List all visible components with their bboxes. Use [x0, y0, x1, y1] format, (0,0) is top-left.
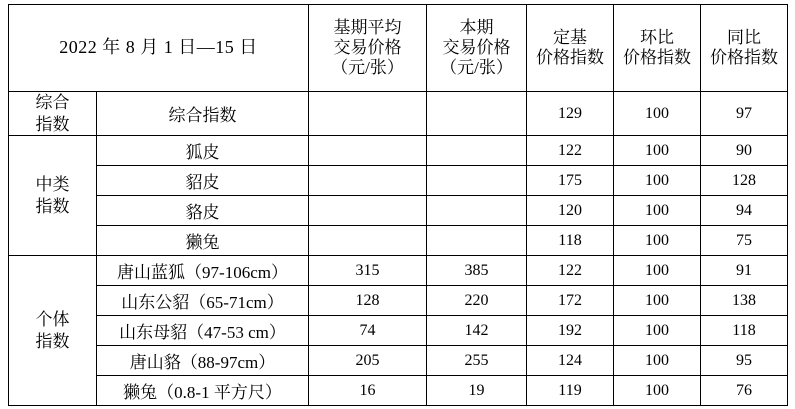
cell-chain-index: 100 [614, 196, 701, 226]
header-base-price-line1: 基期平均 [333, 17, 402, 37]
header-base-price-line3: （元/张） [331, 58, 404, 78]
table-row [9, 166, 788, 196]
cell-fixed-base-index: 118 [527, 226, 614, 256]
cell-fixed-base-index: 124 [527, 346, 614, 376]
cell-current-price [427, 226, 527, 256]
cell-base-price [309, 166, 427, 196]
cell-base-price: 315 [309, 256, 427, 286]
table-header [9, 5, 788, 92]
cell-base-price [309, 226, 427, 256]
price-index-table [8, 4, 788, 406]
header-yoy-index-line1: 同比 [727, 27, 761, 47]
cell-yoy-index: 97 [701, 92, 788, 136]
cell-base-price [309, 136, 427, 166]
cell-base-price: 205 [309, 346, 427, 376]
header-current-price-line3: （元/张） [440, 58, 513, 78]
cell-yoy-index: 90 [701, 136, 788, 166]
cell-yoy-index: 138 [701, 286, 788, 316]
header-fixed-base-index [527, 5, 614, 92]
cell-yoy-index: 128 [701, 166, 788, 196]
category-line2: 指数 [35, 196, 70, 216]
header-chain-index [614, 5, 701, 92]
cell-yoy-index: 118 [701, 316, 788, 346]
row-name: 唐山貉（88-97cm） [97, 346, 309, 376]
cell-yoy-index: 91 [701, 256, 788, 286]
cell-yoy-index: 95 [701, 346, 788, 376]
header-fixed-base-index-line1: 定基 [553, 27, 587, 47]
cell-chain-index: 100 [614, 256, 701, 286]
table-body [9, 92, 788, 406]
cell-yoy-index: 75 [701, 226, 788, 256]
cell-fixed-base-index: 172 [527, 286, 614, 316]
cell-fixed-base-index: 122 [527, 256, 614, 286]
cell-fixed-base-index: 192 [527, 316, 614, 346]
cell-current-price: 385 [427, 256, 527, 286]
cell-current-price [427, 166, 527, 196]
cell-current-price [427, 136, 527, 166]
cell-current-price: 255 [427, 346, 527, 376]
cell-chain-index: 100 [614, 136, 701, 166]
cell-current-price: 142 [427, 316, 527, 346]
table-row [9, 316, 788, 346]
table-row [9, 92, 788, 136]
header-fixed-base-index-line2: 价格指数 [536, 48, 604, 67]
table-row [9, 376, 788, 406]
category-cell-individual [9, 256, 97, 406]
header-period: 2022 年 8 月 1 日—15 日 [9, 5, 309, 92]
row-name: 狐皮 [97, 136, 309, 166]
category-line1: 中类 [35, 175, 70, 195]
header-current-price-line1: 本期 [459, 17, 494, 37]
table-row [9, 286, 788, 316]
category-line2: 指数 [35, 114, 70, 134]
cell-base-price [309, 92, 427, 136]
cell-current-price [427, 196, 527, 226]
cell-base-price: 16 [309, 376, 427, 406]
cell-chain-index: 100 [614, 316, 701, 346]
table-row [9, 196, 788, 226]
category-cell-composite [9, 92, 97, 136]
cell-current-price [427, 92, 527, 136]
header-base-price-line2: 交易价格 [333, 37, 402, 57]
cell-yoy-index: 94 [701, 196, 788, 226]
category-line1: 综合 [35, 93, 70, 113]
header-chain-index-line1: 环比 [640, 27, 674, 47]
cell-chain-index: 100 [614, 346, 701, 376]
row-name: 獭兔（0.8-1 平方尺） [97, 376, 309, 406]
cell-fixed-base-index: 120 [527, 196, 614, 226]
table-row [9, 136, 788, 166]
cell-fixed-base-index: 122 [527, 136, 614, 166]
row-name: 山东公貂（65-71cm） [97, 286, 309, 316]
header-yoy-index [701, 5, 788, 92]
table-row [9, 256, 788, 286]
row-name: 唐山蓝狐（97-106cm） [97, 256, 309, 286]
row-name: 貂皮 [97, 166, 309, 196]
cell-yoy-index: 76 [701, 376, 788, 406]
header-current-price-line2: 交易价格 [442, 37, 511, 57]
row-name: 獭兔 [97, 226, 309, 256]
cell-chain-index: 100 [614, 286, 701, 316]
header-base-price [309, 5, 427, 92]
cell-chain-index: 100 [614, 166, 701, 196]
cell-current-price: 220 [427, 286, 527, 316]
cell-base-price [309, 196, 427, 226]
category-cell-midclass [9, 136, 97, 256]
row-name: 综合指数 [97, 92, 309, 136]
cell-current-price: 19 [427, 376, 527, 406]
cell-fixed-base-index: 119 [527, 376, 614, 406]
table-row [9, 226, 788, 256]
cell-base-price: 128 [309, 286, 427, 316]
cell-chain-index: 100 [614, 226, 701, 256]
cell-chain-index: 100 [614, 376, 701, 406]
category-line2: 指数 [35, 331, 70, 351]
row-name: 山东母貂（47-53 cm） [97, 316, 309, 346]
header-yoy-index-line2: 价格指数 [710, 48, 778, 67]
cell-chain-index: 100 [614, 92, 701, 136]
cell-fixed-base-index: 175 [527, 166, 614, 196]
header-row [9, 5, 788, 92]
row-name: 貉皮 [97, 196, 309, 226]
cell-base-price: 74 [309, 316, 427, 346]
header-current-price [427, 5, 527, 92]
category-line1: 个体 [35, 310, 70, 330]
header-chain-index-line2: 价格指数 [623, 48, 691, 67]
table-row [9, 346, 788, 376]
cell-fixed-base-index: 129 [527, 92, 614, 136]
